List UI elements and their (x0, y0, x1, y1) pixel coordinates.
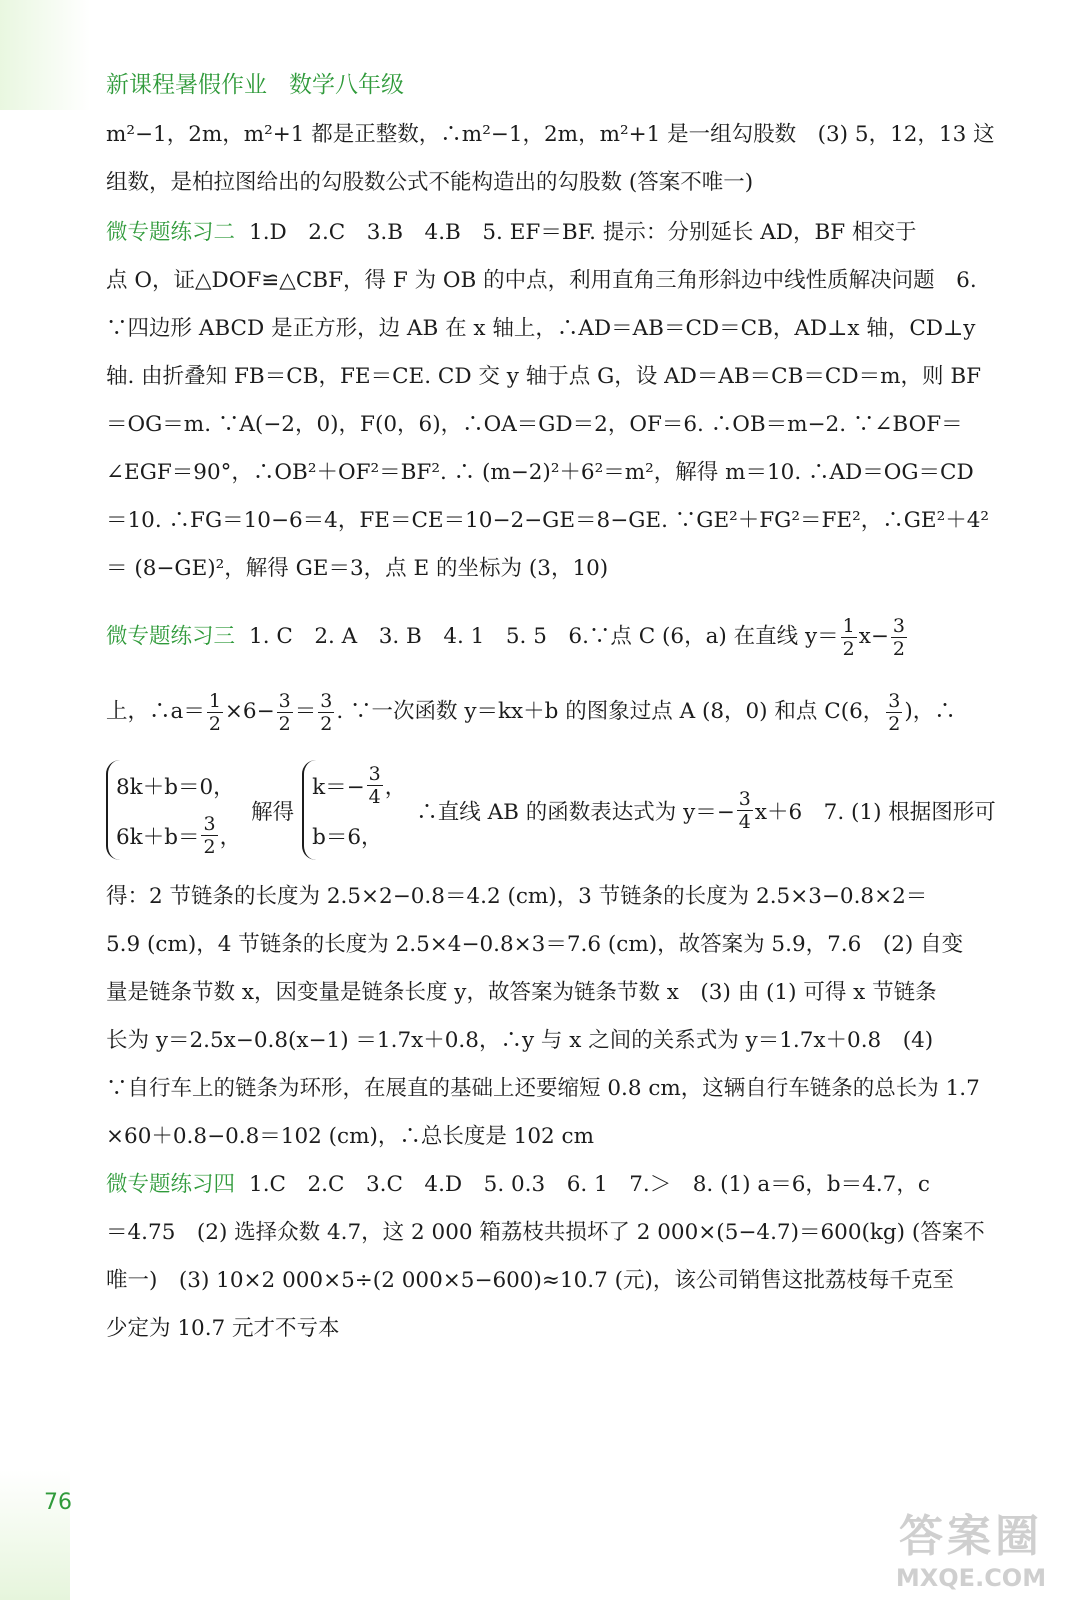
text-line: ∵四边形 ABCD 是正方形，边 AB 在 x 轴上，∴AD＝AB＝CD＝CB，AD⊥x 轴，CD⊥y (106, 316, 976, 341)
fraction: $\frac{3}{2}$ (320, 689, 333, 735)
text-line: 少定为 10.7 元才不亏本 (106, 1316, 340, 1341)
fraction: $\frac{3}{2}$ (888, 689, 901, 735)
system-left: 8k＋b＝0， 6k＋b＝ $\frac{3}{2}$ ， (106, 760, 241, 860)
text-line: 点 O，证△DOF≌△CBF，得 F 为 OB 的中点，利用直角三角形斜边中线性质解决问题 6. (106, 268, 977, 293)
text-line: 微专题练习二 1.D 2.C 3.B 4.B 5. EF＝BF. 提示：分别延长 AD，BF 相交于 (106, 218, 1036, 248)
section-label-3: 微专题练习三 (106, 624, 236, 649)
fraction: $\frac{3}{2}$ (892, 614, 905, 660)
watermark-logo: 答案圈 MXQE.COM (895, 1511, 1047, 1592)
text-line: 量是链条节数 x，因变量是链条长度 y，故答案为链条节数 x (3) 由 (1) 可得 x 节链条 (106, 980, 937, 1005)
text-line: 上，∴a＝ $\frac{1}{2}$ ×6− $\frac{3}{2}$ ＝ $\frac{3}{2}$ . ∵一次函数 y＝kx＋b 的图象过点 A (8，0) 和点 C(6， $\frac{3}{2}$ )，∴ (106, 689, 956, 735)
text-line: m²−1，2m，m²+1 都是正整数，∴m²−1，2m，m²+1 是一组勾股数 (3) 5，12，13 这 (106, 122, 995, 147)
text-line: ＝4.75 (2) 选择众数 4.7，这 2 000 箱荔枝共损坏了 2 000×(5−4.7)＝600(kg) (答案不 (106, 1220, 985, 1245)
text-line: 微专题练习四 1.C 2.C 3.C 4.D 5. 0.3 6. 1 7.＞ 8. (1) a＝6，b＝4.7，c (106, 1170, 1036, 1200)
running-header (106, 66, 404, 99)
text-line: ＝ (8−GE)²，解得 GE＝3，点 E 的坐标为 (3，10) (106, 556, 609, 581)
fraction: $\frac{3}{4}$ (738, 787, 751, 833)
equation-system: 8k＋b＝0， 6k＋b＝ $\frac{3}{2}$ ， 解得 k＝− $\frac{3}{4}$ ， b＝6， ∴直线 AB 的函数表达式为 y＝− $\frac{3}{4}$ x＋6 7. (1) 根据图形可 (106, 760, 1036, 860)
text-line: 长为 y＝2.5x−0.8(x−1) ＝1.7x＋0.8，∴y 与 x 之间的关系式为 y＝1.7x＋0.8 (4) (106, 1028, 934, 1053)
text-line: 组数，是柏拉图给出的勾股数公式不能构造出的勾股数 (答案不唯一) (106, 170, 754, 195)
text-line: 微专题练习三 1. C 2. A 3. B 4. 1 5. 5 6.∵点 C (6，a) 在直线 y＝ $\frac{1}{2}$ x− $\frac{3}{2}$ (106, 614, 905, 660)
fraction: $\frac{1}{2}$ (842, 614, 855, 660)
fraction: $\frac{1}{2}$ (208, 689, 221, 735)
text-line: ∵自行车上的链条为环形，在展直的基础上还要缩短 0.8 cm，这辆自行车链条的总长为 1.7 (106, 1076, 980, 1101)
text-line: 得：2 节链条的长度为 2.5×2−0.8＝4.2 (cm)，3 节链条的长度为 2.5×3−0.8×2＝ (106, 884, 928, 909)
text-line: 5.9 (cm)，4 节链条的长度为 2.5×4−0.8×3＝7.6 (cm)，故答案为 5.9，7.6 (2) 自变 (106, 932, 964, 957)
text-line: 唯一) (3) 10×2 000×5÷(2 000×5−600)≈10.7 (元)，该公司销售这批荔枝每千克至 (106, 1268, 954, 1293)
section-label-4: 微专题练习四 (106, 1172, 236, 1197)
fraction: $\frac{3}{2}$ (278, 689, 291, 735)
text-line: ×60＋0.8−0.8＝102 (cm)，∴总长度是 102 cm (106, 1124, 594, 1149)
solve-word: 解得 (251, 799, 295, 825)
system-right: k＝− $\frac{3}{4}$ ， b＝6， (302, 760, 406, 860)
header-decoration (0, 0, 90, 110)
text-line: 轴. 由折叠知 FB＝CB，FE＝CE. CD 交 y 轴于点 G，设 AD＝AB＝CB＝CD＝m，则 BF (106, 364, 982, 389)
text-line: ∠EGF＝90°，∴OB²＋OF²＝BF². ∴ (m−2)²＋6²＝m²，解得 m＝10. ∴AD＝OG＝CD (106, 460, 974, 485)
text-line: ＝10. ∴FG＝10−6＝4，FE＝CE＝10−2−GE＝8−GE. ∵GE²＋FG²＝FE²，∴GE²＋4² (106, 508, 989, 533)
text-line: ＝OG＝m. ∵A(−2，0)，F(0，6)，∴OA＝GD＝2，OF＝6. ∴OB＝m−2. ∵∠BOF＝ (106, 412, 963, 437)
book-title: 新课程暑假作业 (106, 72, 267, 98)
section-label-2: 微专题练习二 (106, 220, 236, 245)
page-number: 76 (44, 1490, 72, 1515)
subject-title: 数学八年级 (289, 72, 404, 98)
